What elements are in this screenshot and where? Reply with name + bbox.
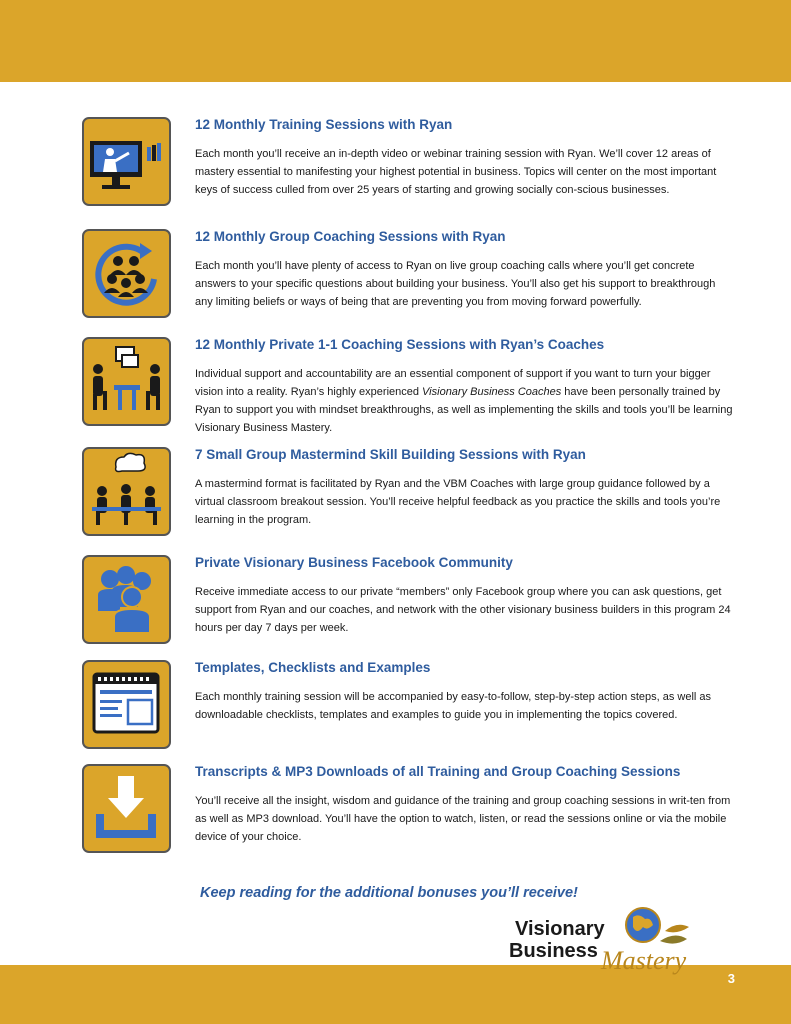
section-group-coaching <box>82 229 742 329</box>
one-on-one-coaching-icon <box>82 337 171 426</box>
section-title: 7 Small Group Mastermind Skill Building Sessions with Ryan <box>195 447 586 462</box>
section-text <box>195 117 735 199</box>
section-title: Templates, Checklists and Examples <box>195 660 431 675</box>
section-title: 12 Monthly Private 1-1 Coaching Sessions with Ryan’s Coaches <box>195 337 605 352</box>
section-text <box>195 447 735 529</box>
section-body: Individual support and accountability are an essential component of support if you want to turn your bigger vision into a reality. Ryan’s highly experienced Visionary Business Coaches have been personally trained by Ryan to support you with mindset breakthroughs, as well as implementing the skills and tools you’ll be learning Visionary Business Mastery. <box>195 368 733 434</box>
section-body: Each monthly training session will be accompanied by easy-to-follow, step-by-step action steps, as well as downloadable checklists, templates and examples to guide you in implementing the topics covered. <box>195 691 712 721</box>
visionary-business-mastery-logo <box>505 905 715 975</box>
computer-presentation-icon <box>82 117 171 206</box>
svg-text:Mastery: Mastery <box>601 946 687 975</box>
section-text <box>195 660 735 724</box>
section-transcripts <box>82 764 742 864</box>
section-title: 12 Monthly Group Coaching Sessions with Ryan <box>195 229 506 244</box>
section-private-coaching <box>82 337 742 437</box>
section-title: Transcripts & MP3 Downloads of all Training and Group Coaching Sessions <box>195 764 681 779</box>
template-window-icon <box>82 660 171 749</box>
group-cycle-icon <box>82 229 171 318</box>
section-text <box>195 337 735 437</box>
mastermind-table-icon <box>82 447 171 536</box>
page-number: 3 <box>727 971 735 986</box>
section-title: 12 Monthly Training Sessions with Ryan <box>195 117 453 132</box>
download-icon <box>82 764 171 853</box>
top-band <box>0 0 791 82</box>
section-body: Receive immediate access to our private “members” only Facebook group where you can ask questions, get support from Ryan and our coaches, and network with the other visionary business builders in this program 24 hours per day 7 days per week. <box>195 586 731 634</box>
svg-text:Visionary: Visionary <box>515 918 605 940</box>
section-training-sessions <box>82 117 742 217</box>
section-text <box>195 764 735 846</box>
section-body: A mastermind format is facilitated by Ryan and the VBM Coaches with large group guidance followed by a virtual classroom breakout session. You’ll receive helpful feedback as you practice the skills and tools you’re learning in the program. <box>195 478 721 526</box>
svg-text:Business: Business <box>509 940 598 962</box>
section-facebook-community <box>82 555 742 655</box>
section-text <box>195 229 735 311</box>
section-templates <box>82 660 742 760</box>
section-mastermind <box>82 447 742 547</box>
community-people-icon <box>82 555 171 644</box>
section-text <box>195 555 735 637</box>
section-title: Private Visionary Business Facebook Community <box>195 555 513 570</box>
section-body: Each month you’ll receive an in-depth video or webinar training session with Ryan. We’ll cover 12 areas of mastery essential to manifesting your highest potential in business. Topics will center on the most important keys of success culled from over 25 years of starting and growing socially con-scious businesses. <box>195 148 717 196</box>
section-body: Each month you’ll have plenty of access to Ryan on live group coaching calls where you’ll get concrete answers to your specific questions about building your business. You’ll also get his support to breakthrough any limiting beliefs or ways of being that are preventing you from moving forward powerfully. <box>195 260 716 308</box>
section-body: You’ll receive all the insight, wisdom and guidance of the training and group coaching sessions in writ-ten from as well as MP3 download. You’ll have the option to watch, listen, or read the sessions online or via the mobile device of your choice. <box>195 795 731 843</box>
bonus-callout: Keep reading for the additional bonuses you’ll receive! <box>200 885 578 901</box>
